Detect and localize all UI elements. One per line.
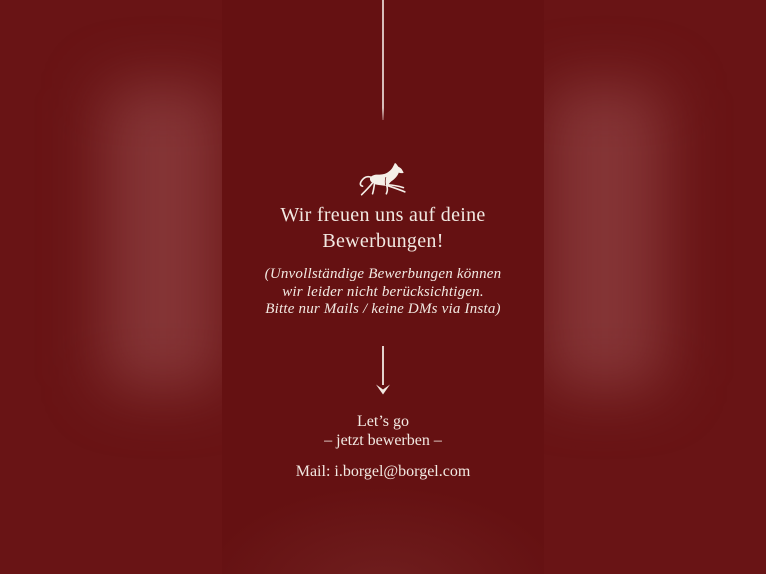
headline [222,202,544,254]
note-line-3: Bitte nur Mails / keine DMs via Insta) [265,301,501,317]
down-arrow-icon [374,345,392,395]
note-line-1: (Unvollständige Bewerbungen können [264,266,502,282]
left-blur-glow [104,85,222,390]
application-note [222,266,544,319]
flyer-panel [222,0,544,574]
cta-line-2: – jetzt bewerben – [324,432,442,449]
note-line-2: wir leider nicht berücksichtigen. [282,283,484,300]
cta-line-1: Let’s go [357,413,409,430]
right-blur-glow [546,85,664,390]
headline-line-2: Bewerbungen! [322,230,444,252]
contact-email: Mail: i.borgel@borgel.com [295,463,471,480]
call-to-action [222,412,544,450]
top-divider-line [382,0,384,120]
headline-line-1: Wir freuen uns auf deine [280,204,486,226]
horse-logo-icon [358,161,408,199]
